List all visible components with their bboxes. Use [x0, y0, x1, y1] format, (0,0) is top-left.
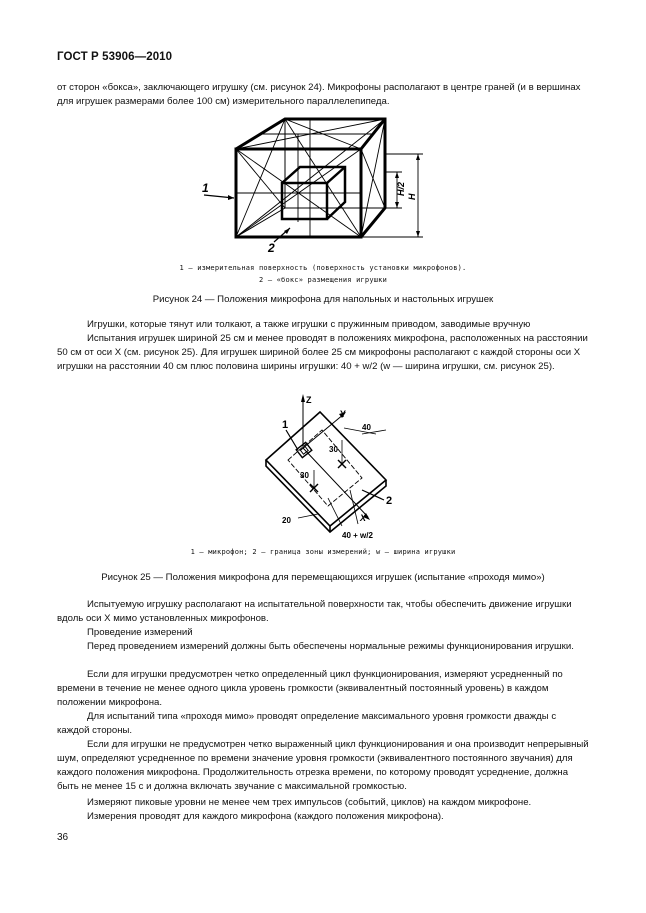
figure-25-diagram: [258, 390, 408, 540]
body-heading-measurements: Проведение измерений: [87, 627, 193, 638]
fig24-callout-1: 1: [202, 181, 209, 195]
fig25-dim-40w2: 40 + w/2: [342, 531, 373, 540]
section-pull-heading: Игрушки, которые тянут или толкают, а также игрушки с пружинным приводом, заводимые вручную: [87, 319, 531, 330]
fig25-dim-30a: 30: [329, 445, 338, 454]
fig25-legend: 1 — микрофон; 2 — граница зоны измерений; w — ширина игрушки: [190, 548, 456, 556]
body-paragraph-4: Если для игрушки предусмотрен четко определенный цикл функционирования, измеряют усредненный по времени в течение не менее одного цикла уровень громкости (эквивалентный постоянный уровень) в каждом положении микрофона.: [57, 669, 563, 708]
document-header: ГОСТ Р 53906—2010: [57, 51, 173, 63]
body-paragraph-6: Если для игрушки не предусмотрен четко выраженный цикл функционирования и она производит непрерывный шум, определяют усредненное по времени значение уровня громкости (эквивалентного постоянного звучания) для каждого положения микрофона. Продолжительность отрезка времени, по которому проводят усреднение, должна быть не менее 15 с и должна включать звучание с максимальной громкостью.: [57, 739, 589, 792]
body-paragraph-1: Испытуемую игрушку располагают на испытательной поверхности так, чтобы обеспечить движение игрушки вдоль оси X мимо установленных микрофонов.: [57, 599, 572, 624]
fig25-callout-1: 1: [282, 419, 289, 431]
fig24-caption: Рисунок 24 — Положения микрофона для напольных и настольных игрушек: [152, 294, 494, 305]
fig24-callout-2: 2: [268, 241, 275, 255]
body-paragraph-8: Измерения проводят для каждого микрофона (каждого положения микрофона).: [87, 811, 444, 822]
fig25-dim-20: 20: [282, 516, 291, 525]
intro-paragraph: от сторон «бокса», заключающего игрушку (см. рисунок 24). Микрофоны располагают в центре граней (и в вершинах для игрушек размерами более 100 см) измерительного параллелепипеда.: [57, 82, 581, 107]
fig24-label-h2: H/2: [396, 181, 406, 196]
fig24-legend-2: 2 — «бокс» размещения игрушки: [258, 276, 388, 284]
page-number: 36: [57, 832, 69, 843]
fig25-dim-30b: 30: [300, 471, 309, 480]
fig24-legend-1: 1 — измерительная поверхность (поверхность установки микрофонов).: [179, 264, 467, 272]
figure-24-diagram: [190, 110, 440, 260]
fig25-axis-y: Y: [340, 409, 347, 419]
fig25-callout-2: 2: [386, 495, 393, 507]
section-pull-paragraph: Испытания игрушек шириной 25 см и менее проводят в положениях микрофона, расположенных на расстоянии 50 см от оси X (см. рисунок 25). Для игрушек шириной более 25 см микрофоны располагают с каждой стороны оси X игрушки на расстоянии 40 см плюс половина ширины игрушки: 40 + w/2 (w — ширина игрушки, см. рисунок 25).: [57, 333, 588, 372]
body-paragraph-5: Для испытаний типа «проходя мимо» проводят определение максимального уровня громкости дважды с каждой стороны.: [57, 711, 557, 736]
fig25-axis-z: Z: [306, 395, 312, 405]
fig25-caption: Рисунок 25 — Положения микрофона для перемещающихся игрушек (испытание «проходя мимо»): [101, 572, 545, 583]
fig25-dim-40: 40: [362, 423, 371, 432]
body-paragraph-3: Перед проведением измерений должны быть обеспечены нормальные режимы функционирования игрушки.: [87, 641, 574, 652]
fig24-label-h: H: [407, 193, 417, 200]
fig25-axis-x: X: [360, 513, 367, 523]
body-paragraph-7: Измеряют пиковые уровни не менее чем трех импульсов (событий, циклов) на каждом микрофоне.: [87, 797, 532, 808]
